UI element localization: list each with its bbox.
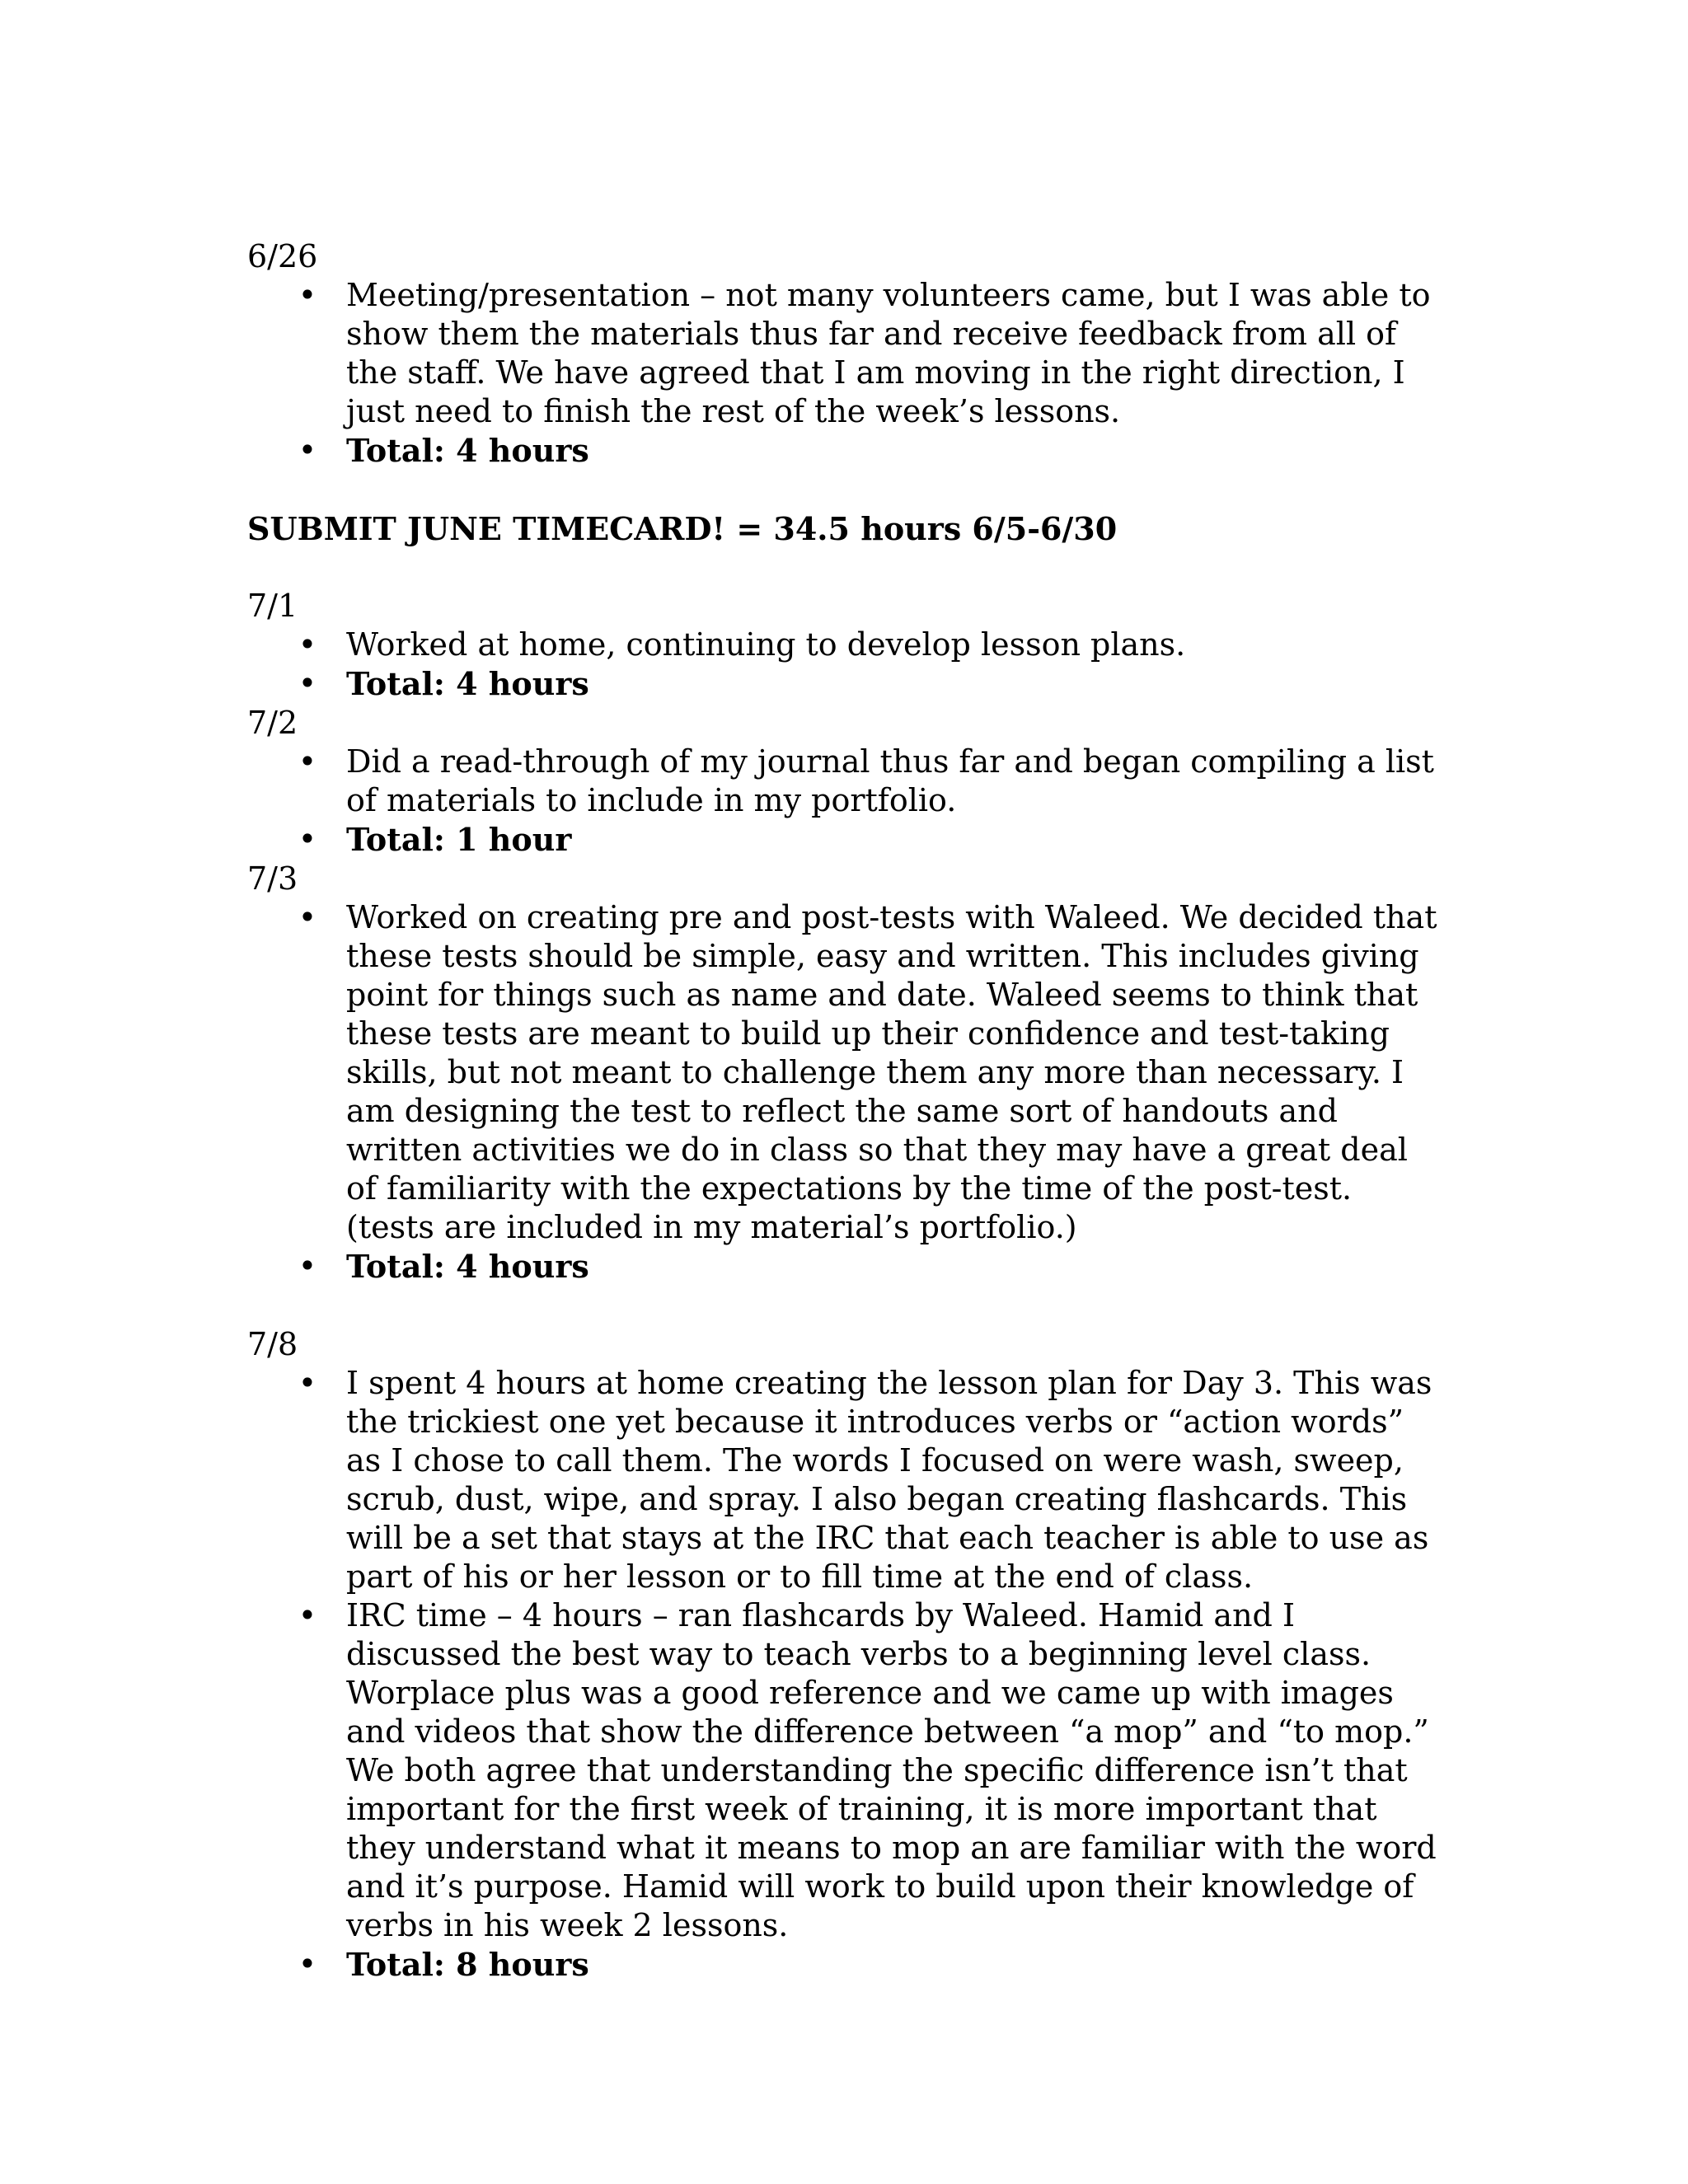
bullet-icon: • bbox=[298, 432, 317, 468]
list-item bbox=[247, 1364, 1442, 1596]
entry-text: Worked on creating pre and post-tests with Waleed. We decided that these tests should be simple, easy and written. This includes giving point for things such as name and date. Waleed seems to think that these tests are meant to build up their confidence and test-taking skills, but not meant to challenge them any more than necessary. I am designing the test to reflect the same sort of handouts and written activities we do in class so that they may have a great deal of familiarity with the expectations by the time of the post-test. (tests are included in my material’s portfolio.) bbox=[346, 899, 1437, 1245]
total-hours: Total: 8 hours bbox=[346, 1946, 589, 1983]
entry-date: 7/8 bbox=[247, 1326, 298, 1362]
list-item bbox=[247, 431, 1442, 471]
bullet-icon: • bbox=[298, 1597, 317, 1633]
total-hours: Total: 4 hours bbox=[346, 432, 589, 469]
bullet-icon: • bbox=[298, 821, 317, 857]
entry-date: 6/26 bbox=[247, 238, 318, 274]
bullet-icon: • bbox=[298, 1946, 317, 1982]
list-item bbox=[247, 626, 1442, 664]
entry-text: Worked at home, continuing to develop lesson plans. bbox=[346, 626, 1186, 663]
list-item bbox=[247, 820, 1442, 860]
entry-date: 7/2 bbox=[247, 705, 298, 741]
total-hours: Total: 4 hours bbox=[346, 1248, 589, 1285]
submit-timecard-heading: SUBMIT JUNE TIMECARD! = 34.5 hours 6/5-6/30 bbox=[247, 510, 1118, 547]
list-item bbox=[247, 1247, 1442, 1286]
entry-text: I spent 4 hours at home creating the lesson plan for Day 3. This was the trickiest one yet because it introduces verbs or “action words” as I chose to call them. The words I focused on were wash, sweep, scrub, dust, wipe, and spray. I also began creating flashcards. This will be a set that stays at the IRC that each teacher is able to use as part of his or her lesson or to fill time at the end of class. bbox=[346, 1365, 1432, 1595]
entry-text: Did a read-through of my journal thus far and began compiling a list of materials to include in my portfolio. bbox=[346, 743, 1434, 818]
list-item bbox=[247, 1596, 1442, 1945]
bullet-icon: • bbox=[298, 899, 317, 935]
total-hours: Total: 4 hours bbox=[346, 665, 589, 702]
bullet-icon: • bbox=[298, 1365, 317, 1401]
entry-date: 7/1 bbox=[247, 588, 298, 624]
entry-text: Meeting/presentation – not many volunteers came, but I was able to show them the materials thus far and receive feedback from all of the staff. We have agreed that I am moving in the right direction, I just need to finish the rest of the week’s lessons. bbox=[346, 277, 1431, 429]
bullet-icon: • bbox=[298, 277, 317, 313]
entry-list bbox=[247, 743, 1442, 860]
list-item bbox=[247, 743, 1442, 820]
list-item bbox=[247, 898, 1442, 1247]
entry-list bbox=[247, 276, 1442, 471]
total-hours: Total: 1 hour bbox=[346, 821, 572, 858]
journal-page bbox=[247, 237, 1442, 1985]
bullet-icon: • bbox=[298, 1248, 317, 1284]
entry-text: IRC time – 4 hours – ran flashcards by Waleed. Hamid and I discussed the best way to teach verbs to a beginning level class. Worplace plus was a good reference and we came up with images and videos that show the difference between “a mop” and “to mop.” We both agree that understanding the specific difference isn’t that important for the first week of training, it is more important that they understand what it means to mop an are familiar with the word and it’s purpose. Hamid will work to build upon their knowledge of verbs in his week 2 lessons. bbox=[346, 1597, 1437, 1943]
bullet-icon: • bbox=[298, 626, 317, 663]
entry-list bbox=[247, 1364, 1442, 1985]
entry-list bbox=[247, 626, 1442, 704]
entry-list bbox=[247, 898, 1442, 1286]
list-item bbox=[247, 276, 1442, 431]
bullet-icon: • bbox=[298, 665, 317, 701]
entry-date: 7/3 bbox=[247, 860, 298, 897]
list-item bbox=[247, 664, 1442, 704]
list-item bbox=[247, 1945, 1442, 1985]
bullet-icon: • bbox=[298, 743, 317, 780]
